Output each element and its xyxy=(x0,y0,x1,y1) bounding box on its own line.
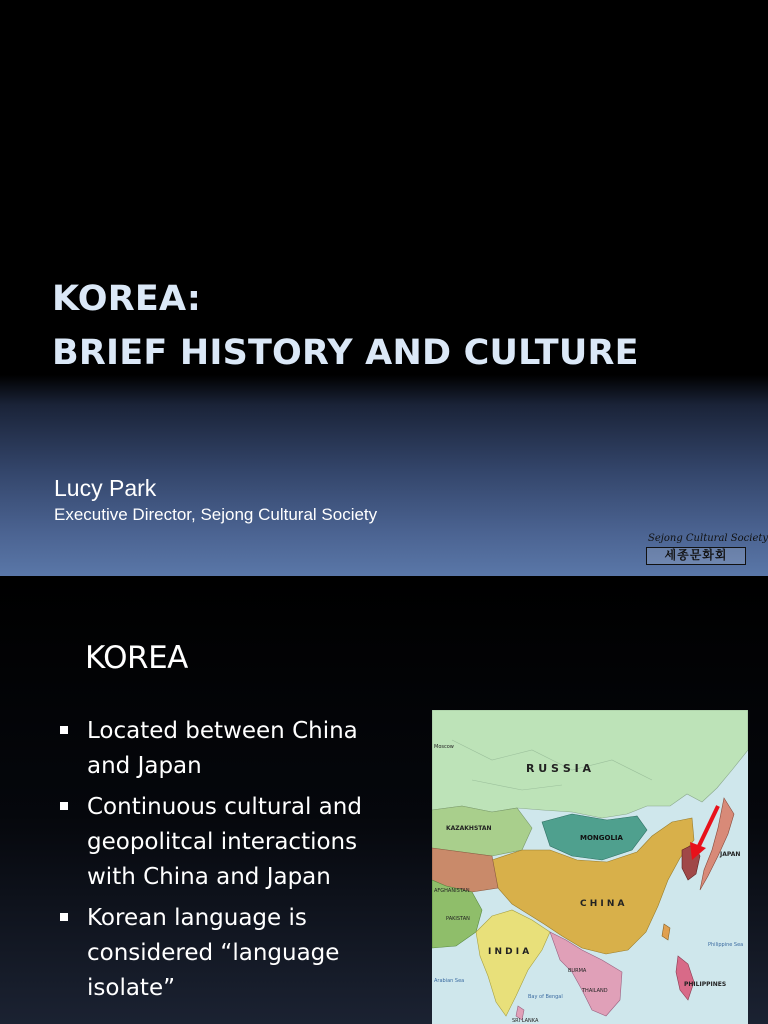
bullet-text: Korean language is considered “language isolate” xyxy=(87,905,340,1001)
label-mongolia: MONGOLIA xyxy=(580,834,623,842)
label-philippines: PHILIPPINES xyxy=(684,981,727,988)
asia-map xyxy=(432,710,748,1024)
label-burma: BURMA xyxy=(568,968,587,974)
bullet-icon xyxy=(60,802,68,810)
logo-korean-text: 세종문화회 xyxy=(646,547,746,565)
label-china: C H I N A xyxy=(580,899,625,909)
label-pakistan: PAKISTAN xyxy=(446,916,470,922)
bullet-text: Located between China and Japan xyxy=(87,718,358,779)
label-japan: JAPAN xyxy=(720,851,741,858)
label-kazakhstan: KAZAKHSTAN xyxy=(446,825,492,832)
label-sri-lanka: SRI LANKA xyxy=(512,1018,539,1024)
author-role: Executive Director, Sejong Cultural Society xyxy=(54,505,378,524)
label-afghanistan: AFGHANISTAN xyxy=(434,888,470,894)
slide-title: KOREA xyxy=(85,640,188,676)
sejong-logo xyxy=(640,530,768,568)
label-thailand: THAILAND xyxy=(582,988,608,994)
label-india: I N D I A xyxy=(488,947,530,957)
bullet-text: Continuous cultural and geopolitcal interactions with China and Japan xyxy=(87,794,362,890)
bullet-icon xyxy=(60,913,68,921)
bullet-list xyxy=(58,714,388,1012)
author-name: Lucy Park xyxy=(54,475,157,501)
bullet-item xyxy=(58,714,388,784)
label-philippine-sea: Philippine Sea xyxy=(708,942,744,948)
title-line-1: KOREA: xyxy=(52,279,202,319)
label-bay-of-bengal: Bay of Bengal xyxy=(528,994,563,1000)
asia-map-graphic xyxy=(432,710,748,1024)
content-slide xyxy=(0,576,768,1024)
bullet-item xyxy=(58,790,388,895)
logo-english-text: Sejong Cultural Society xyxy=(648,533,768,544)
title-line-2: BRIEF HISTORY AND CULTURE xyxy=(52,333,639,373)
bullet-icon xyxy=(60,726,68,734)
slide-title xyxy=(52,272,639,380)
label-moscow: Moscow xyxy=(434,744,454,750)
bullet-item xyxy=(58,901,388,1006)
label-arabian-sea: Arabian Sea xyxy=(434,978,465,984)
label-russia: R U S S I A xyxy=(526,762,592,775)
